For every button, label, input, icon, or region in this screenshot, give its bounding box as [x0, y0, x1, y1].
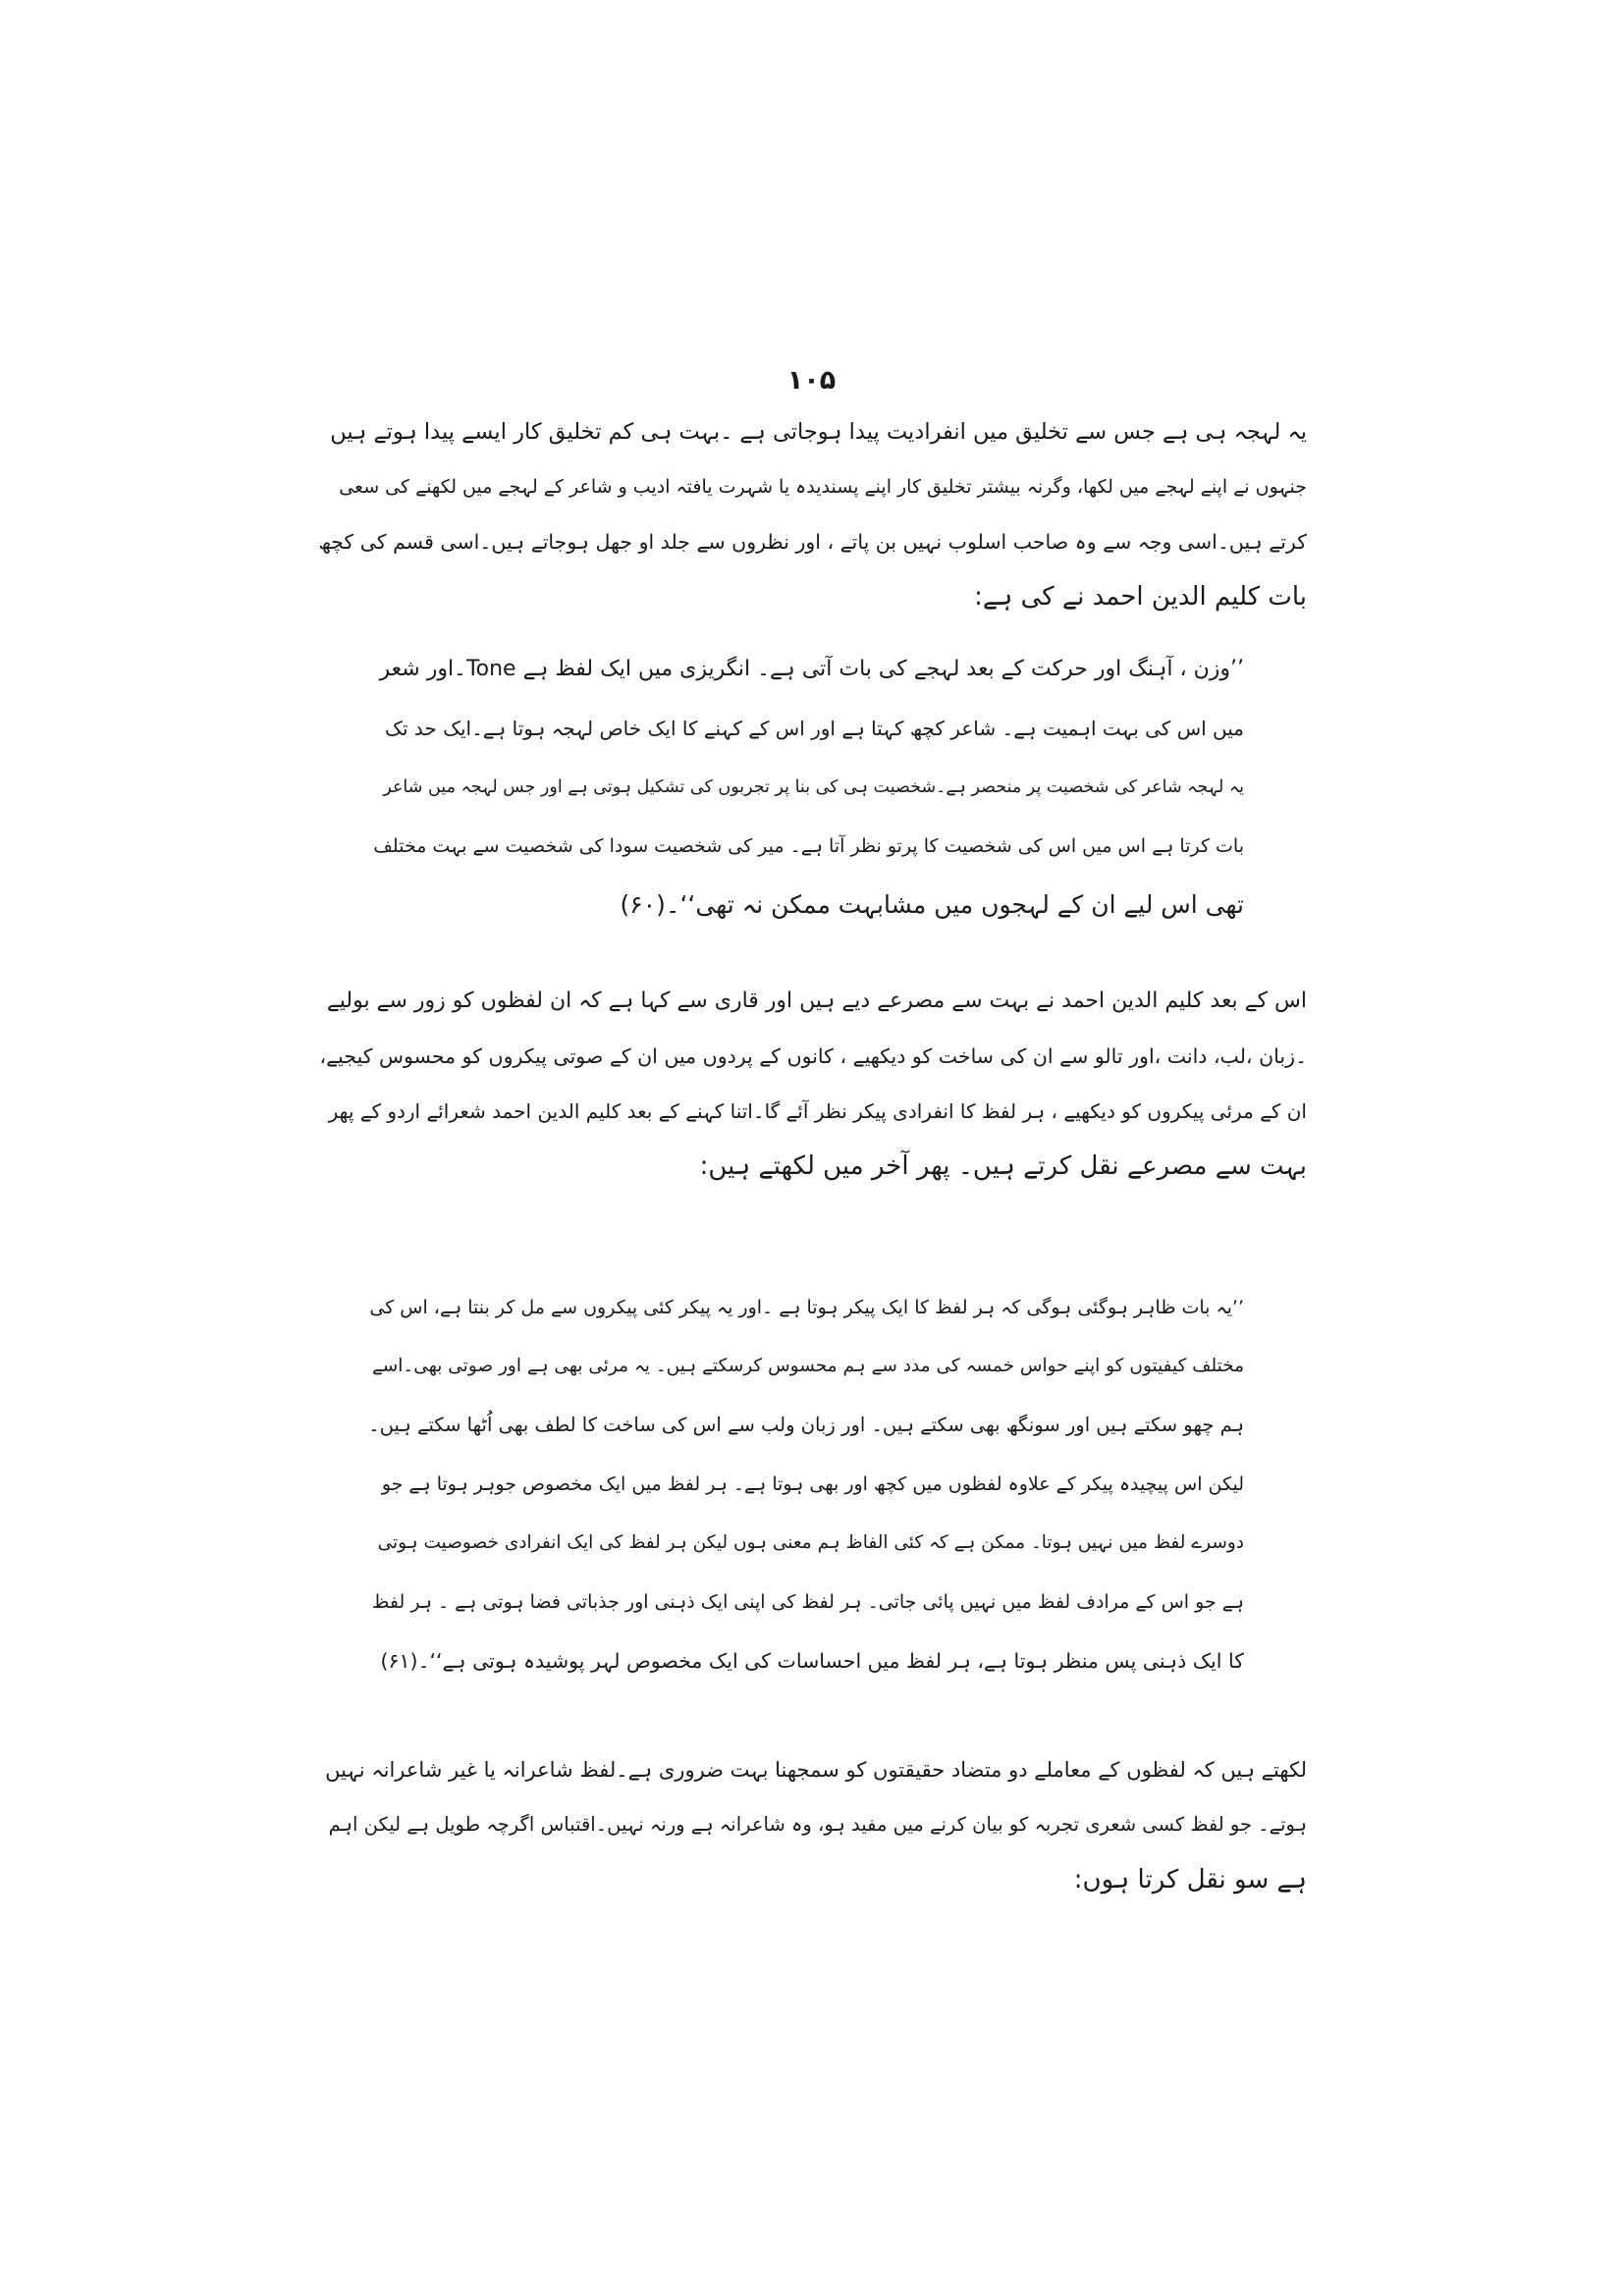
paragraph-line: اس کے بعد کلیم الدین احمد نے بہت سے مصرعے دیے ہیں اور قاری سے کہا ہے کہ ان لفظوں کو زور سے بولیے [326, 988, 1307, 1013]
paragraph-line: کرتے ہیں۔اسی وجہ سے وہ صاحب اسلوب نہیں بن پاتے ، اور نظروں سے جلد او جھل ہوجاتے ہیں۔اسی قسم کی کچھ [318, 530, 1307, 554]
quote-line: دوسرے لفظ میں نہیں ہوتا۔ ممکن ہے کہ کئی الفاظ ہم معنی ہوں لیکن ہر لفظ کی ایک انفرادی خصوصیت ہوتی [377, 1532, 1244, 1553]
quote-line: کا ایک ذہنی پس منظر ہوتا ہے، ہر لفظ میں احساسات کی ایک مخصوص لہر پوشیدہ ہوتی ہے‘‘۔(۶۱) [380, 1649, 1244, 1673]
paragraph-2 [317, 974, 1307, 1194]
paragraph-line: یہ لہجہ ہی ہے جس سے تخلیق میں انفرادیت پیدا ہوجاتی ہے ۔بہت ہی کم تخلیق کار ایسے پیدا ہوتے ہیں [330, 419, 1307, 445]
paragraph-line: ۔زبان ،لب، دانت ،اور تالو سے ان کی ساخت کو دیکھیے ، کانوں کے پردوں میں ان کے صوتی پیکروں کو محسوس کیجیے، [319, 1044, 1307, 1068]
paragraph-line: لکھتے ہیں کہ لفظوں کے معاملے دو متضاد حقیقتوں کو سمجھنا بہت ضروری ہے۔لفظ شاعرانہ یا غیر شاعرانہ نہیں [325, 1758, 1307, 1782]
paragraph-line: جنہوں نے اپنے لہجے میں لکھا، وگرنہ بیشتر تخلیق کار اپنے پسندیدہ یا شہرت یافتہ ادیب و شاعر کے لہجے میں لکھنے کی سعی [339, 476, 1307, 498]
quote-line: ’’وزن ، آہنگ اور حرکت کے بعد لہجے کی بات آتی ہے۔ انگریزی میں ایک لفظ ہے Tone۔اور شعر [379, 657, 1244, 681]
quote-line: لیکن اس پیچیدہ پیکر کے علاوہ لفظوں میں کچھ اور بھی ہوتا ہے۔ ہر لفظ میں ایک مخصوص جوہر ہوتا ہے جو [381, 1473, 1244, 1495]
paragraph-line: بات کلیم الدین احمد نے کی ہے: [974, 582, 1307, 612]
paragraph-1 [317, 404, 1307, 624]
quote-line: ہے جو اس کے مرادف لفظ میں نہیں پائی جاتی۔ ہر لفظ کی اپنی ایک ذہنی اور جذباتی فضا ہوتی ہے ۔ ہر لفظ [371, 1591, 1244, 1613]
quote-line: تھی اس لیے ان کے لہجوں میں مشابہت ممکن نہ تھی‘‘۔(۶۰) [620, 890, 1244, 919]
block-quote-2 [364, 1278, 1244, 1690]
paragraph-line: ان کے مرئی پیکروں کو دیکھیے ، ہر لفظ کا انفرادی پیکر نظر آئے گا۔اتنا کہنے کے بعد کلیم الدین احمد شعرائے اردو کے پھر [328, 1099, 1307, 1123]
block-quote-1 [364, 640, 1244, 934]
quote-line: میں اس کی بہت اہمیت ہے۔ شاعر کچھ کہتا ہے اور اس کے کہنے کا ایک خاص لہجہ ہوتا ہے۔ایک حد تک [385, 717, 1244, 740]
quote-line: بات کرتا ہے اس میں اس کی شخصیت کا پرتو نظر آتا ہے۔ میر کی شخصیت سودا کی شخصیت سے بہت مختلف [373, 835, 1244, 857]
paragraph-line: ہے سو نقل کرتا ہوں: [1073, 1865, 1307, 1895]
quote-line: یہ لہجہ شاعر کی شخصیت پر منحصر ہے۔شخصیت ہی کی بنا پر تجربوں کی تشکیل ہوتی ہے اور جس لہجہ میں شاعر [383, 777, 1244, 797]
page-number: ۱۰۵ [786, 365, 837, 396]
quote-line: ’’یہ بات ظاہر ہوگئی ہوگی کہ ہر لفظ کا ایک پیکر ہوتا ہے ۔اور یہ پیکر کئی پیکروں سے مل کر بنتا ہے، اس کی [369, 1297, 1244, 1318]
quote-line: مختلف کیفیتوں کو اپنے حواس خمسہ کی مدد سے ہم محسوس کرسکتے ہیں۔ یہ مرئی بھی ہے اور صوتی بھی۔اسے [371, 1356, 1244, 1376]
quote-line: ہم چھو سکتے ہیں اور سونگھ بھی سکتے ہیں۔ اور زبان ولب سے اس کی ساخت کا لطف بھی اُٹھا سکتے ہیں۔ [368, 1414, 1244, 1436]
paragraph-line: بہت سے مصرعے نقل کرتے ہیں۔ پھر آخر میں لکھتے ہیں: [699, 1151, 1307, 1181]
paragraph-3 [317, 1742, 1307, 1907]
paragraph-line: ہوتے۔ جو لفظ کسی شعری تجربہ کو بیان کرنے میں مفید ہو، وہ شاعرانہ ہے ورنہ نہیں۔اقتباس اگرچہ طویل ہے لیکن اہم [328, 1813, 1307, 1836]
